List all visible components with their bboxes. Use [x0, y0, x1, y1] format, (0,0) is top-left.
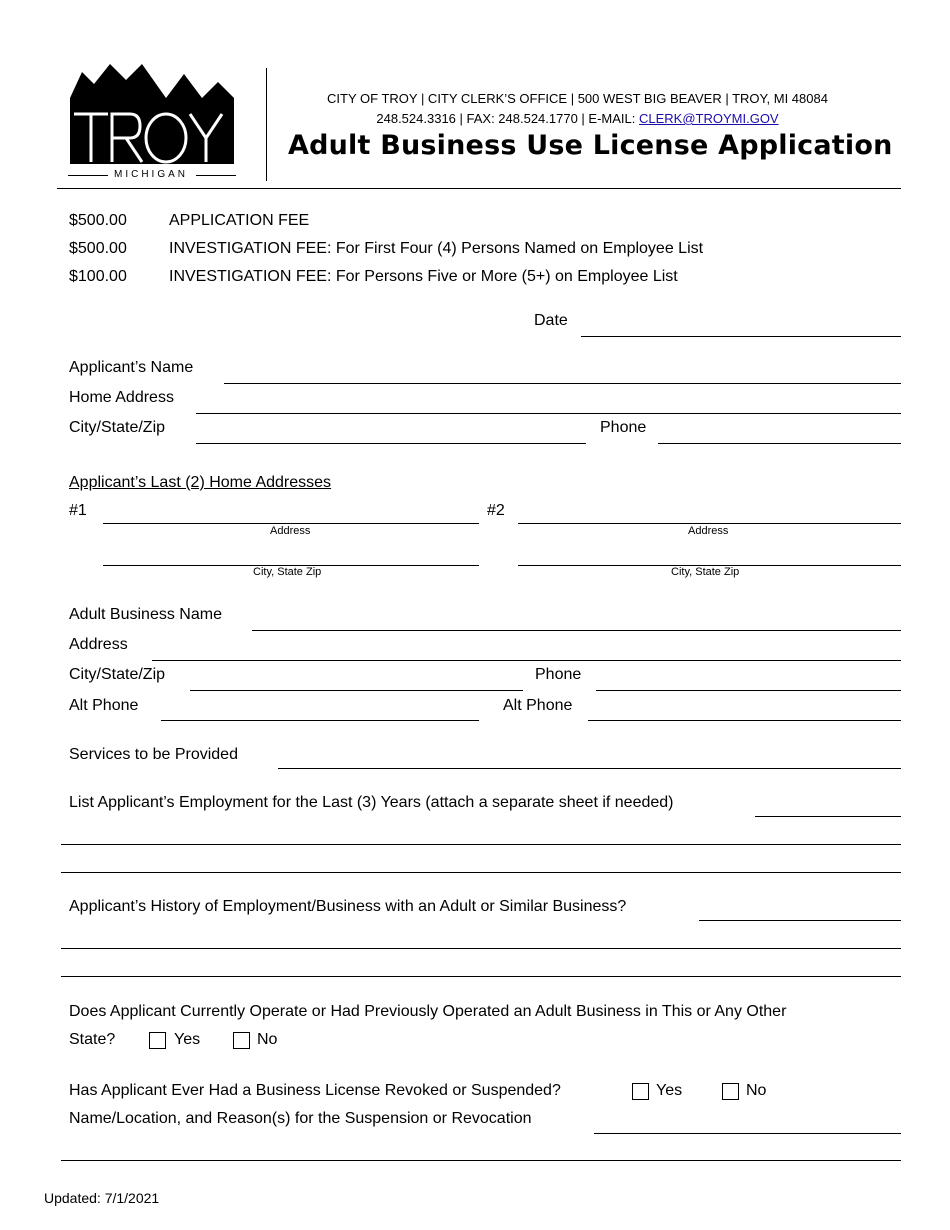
- operate-question-line1: Does Applicant Currently Operate or Had Previously Operated an Adult Business in This or Any Other: [69, 1003, 787, 1020]
- revoked-yes-label: Yes: [656, 1082, 683, 1099]
- revoked-detail-field-2[interactable]: [61, 1160, 901, 1161]
- applicant-name-field[interactable]: [224, 383, 901, 384]
- services-field[interactable]: [278, 768, 901, 769]
- fee-amount-2: $500.00: [69, 240, 127, 257]
- city-state-zip-label: City/State/Zip: [69, 419, 166, 436]
- last-addresses-heading: Applicant’s Last (2) Home Addresses: [69, 474, 332, 491]
- home-address-label: Home Address: [69, 389, 174, 406]
- alt-phone-label: Alt Phone: [69, 697, 139, 714]
- business-phone-label: Phone: [535, 666, 582, 683]
- header-contact: 248.524.3316 | FAX: 248.524.1770 | E-MAIL:: [376, 111, 636, 126]
- header-info-line1: CITY OF TROY | CITY CLERK’S OFFICE | 500 WEST BIG BEAVER | TROY, MI 48084: [327, 91, 828, 106]
- logo-sub-line-left: [68, 175, 108, 176]
- address-2-field[interactable]: [518, 523, 901, 524]
- history-field-3[interactable]: [61, 976, 901, 977]
- fee-desc-3: INVESTIGATION FEE: For Persons Five or More (5+) on Employee List: [169, 268, 678, 285]
- header-info-line2: [290, 111, 865, 126]
- fee-amount-3: $100.00: [69, 268, 127, 285]
- business-address-label: Address: [69, 636, 128, 653]
- operate-yes-checkbox[interactable]: [149, 1032, 166, 1049]
- business-name-label: Adult Business Name: [69, 606, 222, 623]
- email-link[interactable]: CLERK@TROYMI.GOV: [639, 111, 779, 126]
- address-2-label: #2: [487, 502, 505, 519]
- troy-logo-icon: [68, 62, 236, 180]
- date-label: Date: [534, 312, 568, 329]
- address-2-csz-caption: City, State Zip: [671, 566, 740, 578]
- history-field-2[interactable]: [61, 948, 901, 949]
- business-csz-label: City/State/Zip: [69, 666, 166, 683]
- operate-question-line2: State?: [69, 1031, 116, 1048]
- address-1-label: #1: [69, 502, 87, 519]
- troy-logo: [68, 62, 236, 180]
- home-address-field[interactable]: [196, 413, 901, 414]
- date-field[interactable]: [581, 336, 901, 337]
- address-1-caption: Address: [270, 525, 311, 537]
- employment-label: List Applicant’s Employment for the Last (3) Years (attach a separate sheet if needed): [69, 794, 674, 811]
- history-field-1[interactable]: [699, 920, 901, 921]
- revoked-question: Has Applicant Ever Had a Business License Revoked or Suspended?: [69, 1082, 561, 1099]
- revoked-yes-checkbox[interactable]: [632, 1083, 649, 1100]
- employment-field-3[interactable]: [61, 872, 901, 873]
- address-1-field[interactable]: [103, 523, 479, 524]
- employment-field-2[interactable]: [61, 844, 901, 845]
- revoked-no-checkbox[interactable]: [722, 1083, 739, 1100]
- business-csz-field[interactable]: [190, 690, 523, 691]
- business-address-field[interactable]: [152, 660, 901, 661]
- services-label: Services to be Provided: [69, 746, 238, 763]
- fee-desc-2: INVESTIGATION FEE: For First Four (4) Persons Named on Employee List: [169, 240, 704, 257]
- alt-phone-2-label: Alt Phone: [503, 697, 573, 714]
- revoked-detail-label: Name/Location, and Reason(s) for the Suspension or Revocation: [69, 1110, 532, 1127]
- header-rule: [57, 188, 901, 189]
- operate-no-checkbox[interactable]: [233, 1032, 250, 1049]
- employment-field-1[interactable]: [755, 816, 901, 817]
- fee-amount-1: $500.00: [69, 212, 127, 229]
- history-label: Applicant’s History of Employment/Business with an Adult or Similar Business?: [69, 898, 627, 915]
- city-state-zip-field[interactable]: [196, 443, 586, 444]
- fee-desc-1: APPLICATION FEE: [169, 212, 310, 229]
- logo-sub-line-right: [196, 175, 236, 176]
- alt-phone-field[interactable]: [161, 720, 479, 721]
- revoked-no-label: No: [746, 1082, 767, 1099]
- alt-phone-2-field[interactable]: [588, 720, 901, 721]
- business-name-field[interactable]: [252, 630, 901, 631]
- header-divider-vertical: [266, 68, 267, 181]
- address-2-caption: Address: [688, 525, 729, 537]
- operate-no-label: No: [257, 1031, 278, 1048]
- logo-subtitle: MICHIGAN: [114, 169, 188, 180]
- business-phone-field[interactable]: [596, 690, 901, 691]
- updated-date: Updated: 7/1/2021: [44, 1190, 160, 1206]
- applicant-name-label: Applicant’s Name: [69, 359, 194, 376]
- phone-label: Phone: [600, 419, 647, 436]
- revoked-detail-field-1[interactable]: [594, 1133, 901, 1134]
- operate-yes-label: Yes: [174, 1031, 201, 1048]
- address-1-csz-caption: City, State Zip: [253, 566, 322, 578]
- page-title: Adult Business Use License Application: [288, 130, 893, 161]
- phone-field[interactable]: [658, 443, 901, 444]
